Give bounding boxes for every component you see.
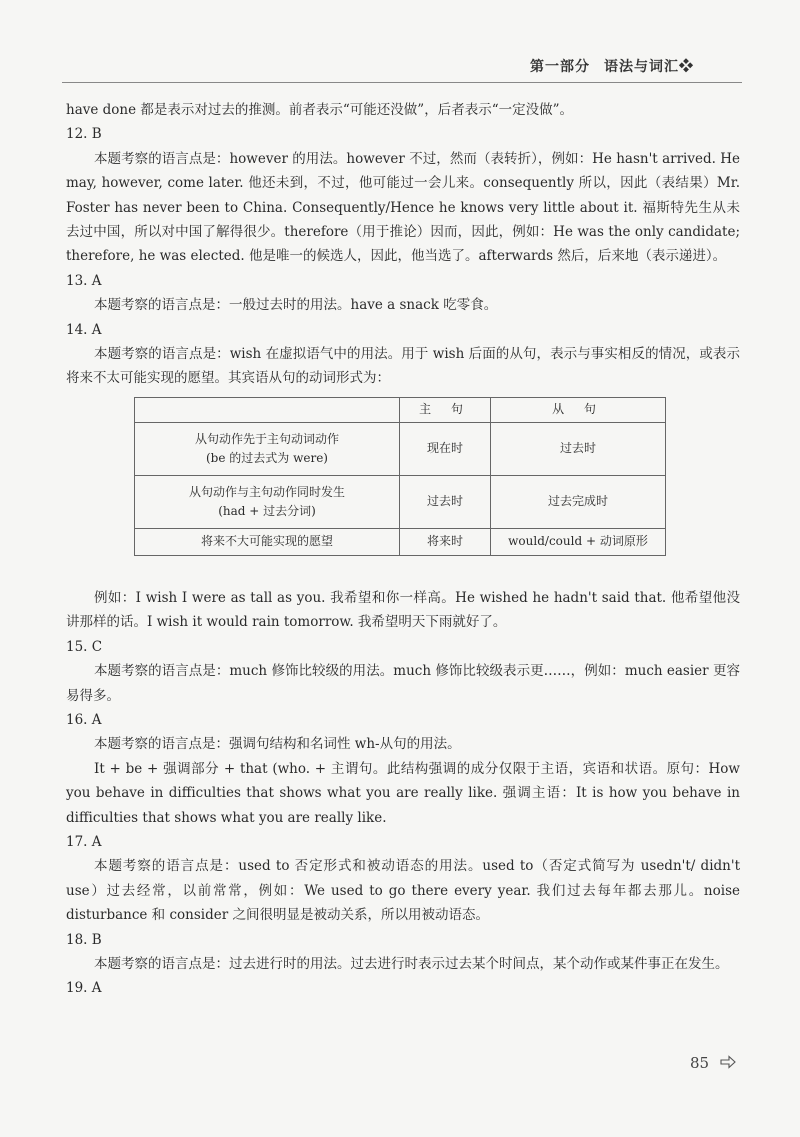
part-label: 第一部分	[530, 59, 590, 75]
wish-verb-form-table	[134, 397, 666, 556]
condition-note: (be 的过去式为 were)	[206, 450, 328, 465]
explanation-18: 本题考察的语言点是：过去进行时的用法。过去进行时表示过去某个时间点，某个动作或某件事正在发生。	[94, 955, 729, 972]
answer-15: 15. C	[66, 638, 103, 655]
wish-table-wrapper	[134, 397, 666, 556]
answer-14: 14. A	[66, 321, 102, 338]
explanation-12: 本题考察的语言点是：however 的用法。however 不过，然而（表转折），例如：He hasn't arrived. He may, however, come later. 他还未到，不过，他可能过一会儿来。consequently 所以，因此（表结果）Mr. Foster has never been to China. Consequently/Hence he knows very little about it. 福斯特先生从未去过中国，所以对中国了解得很少。therefore（用于推论）因而，因此，例如：He was the only candidate; therefore, he was elected. 他是唯一的候选人，因此，他当选了。afterwards 然后，后来地（表示递进）。	[66, 150, 740, 265]
condition-text: 从句动作先于主句动词动作	[194, 431, 339, 446]
table-row	[135, 422, 666, 475]
table-cell-main: 过去时	[400, 475, 491, 528]
table-cell-main: 现在时	[400, 422, 491, 475]
table-cell-main: 将来时	[400, 528, 491, 555]
answer-13: 13. A	[66, 272, 102, 289]
table-cell-condition: 将来不大可能实现的愿望	[135, 528, 400, 555]
section-label: 语法与词汇	[604, 59, 679, 75]
table-row	[135, 475, 666, 528]
answer-18: 18. B	[66, 931, 102, 948]
table-cell-sub: would/could + 动词原形	[491, 528, 666, 555]
next-page-arrow-icon	[720, 1055, 736, 1069]
explanation-16-detail: It + be + 强调部分 + that (who. + 主谓句。此结构强调的成分仅限于主语，宾语和状语。原句：How you behave in difficulties that shows what you are really like. 强调主语：It is how you behave in difficulties that shows what you are really like.	[66, 760, 740, 826]
answer-17: 17. A	[66, 833, 102, 850]
table-header-row	[135, 397, 666, 422]
condition-text: 从句动作与主句动作同时发生	[188, 484, 345, 499]
table-row	[135, 528, 666, 555]
table-cell-sub: 过去完成时	[491, 475, 666, 528]
header-rule	[62, 82, 742, 83]
running-head	[530, 56, 742, 76]
table-cell-condition	[135, 475, 400, 528]
page-content	[66, 98, 740, 1001]
explanation-15: 本题考察的语言点是：much 修饰比较级的用法。much 修饰比较级表示更……，例如：much easier 更容易得多。	[66, 663, 740, 704]
table-cell-condition	[135, 422, 400, 475]
table-header-cell: 主 句	[400, 397, 491, 422]
condition-note: (had + 过去分词)	[218, 503, 316, 518]
explanation-13: 本题考察的语言点是：一般过去时的用法。have a snack 吃零食。	[94, 297, 498, 314]
page-number: 85	[690, 1054, 710, 1072]
paragraph-continued: have done 都是表示对过去的推测。前者表示“可能还没做”，后者表示“一定没做”。	[66, 102, 574, 118]
answer-19: 19. A	[66, 980, 102, 997]
explanation-17: 本题考察的语言点是：used to 否定形式和被动语态的用法。used to（否定式简写为 usedn't/ didn't use）过去经常，以前常常，例如：We used to go there every year. 我们过去每年都去那儿。noise disturbance 和 consider 之间很明显是被动关系，所以用被动语态。	[66, 858, 740, 924]
table-cell-sub: 过去时	[491, 422, 666, 475]
example-14: 例如：I wish I were as tall as you. 我希望和你一样高。He wished he hadn't said that. 他希望他没讲那样的话。I wish it would rain tomorrow. 我希望明天下雨就好了。	[66, 589, 740, 631]
explanation-16: 本题考察的语言点是：强调句结构和名词性 wh-从句的用法。	[94, 736, 461, 753]
answer-16: 16. A	[66, 711, 102, 728]
table-header-cell: 从 句	[491, 397, 666, 422]
table-header-cell	[135, 397, 400, 422]
ornament-icon: ❖	[679, 59, 694, 75]
explanation-14: 本题考察的语言点是：wish 在虚拟语气中的用法。用于 wish 后面的从句，表示与事实相反的情况，或表示将来不太可能实现的愿望。其宾语从句的动词形式为：	[66, 346, 740, 387]
answer-12: 12. B	[66, 126, 102, 143]
